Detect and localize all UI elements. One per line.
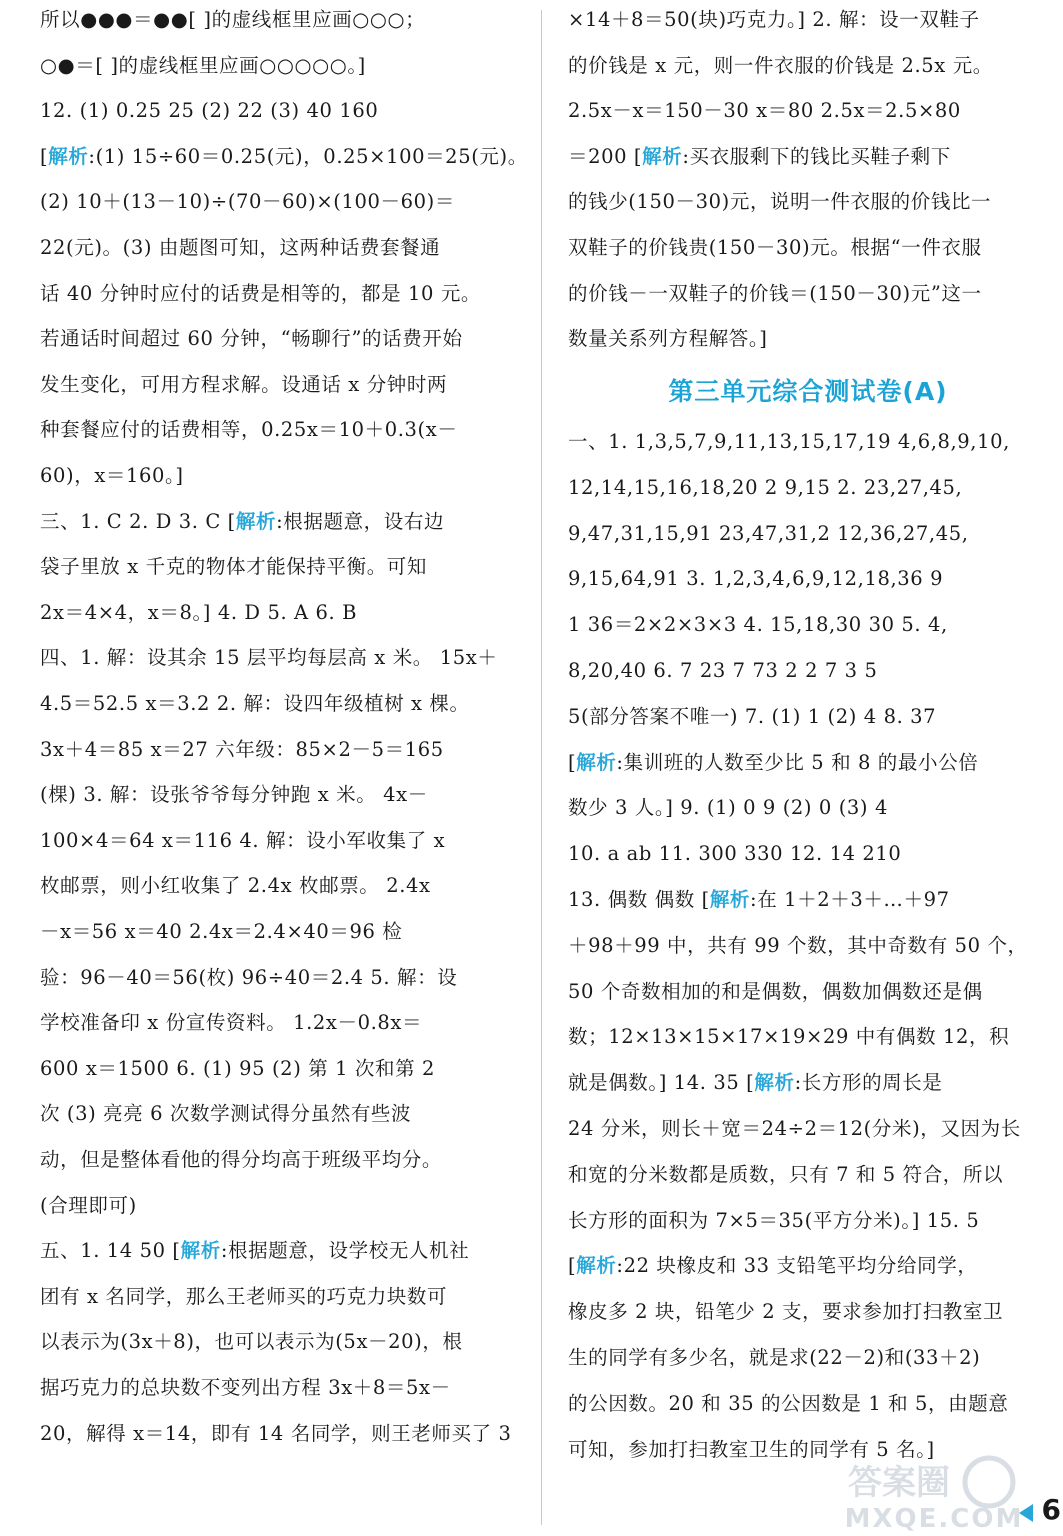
text-segment: 可知，参加打扫教室卫生的同学有 5 名。] <box>568 1437 935 1461</box>
text-segment: :22 块橡皮和 33 支铅笔平均分给同学， <box>616 1254 978 1278</box>
text-line <box>568 473 962 503</box>
text-segment: 12. (1) 0.25 25 (2) 22 (3) 40 160 <box>40 99 379 123</box>
text-segment: :集训班的人数至少比 5 和 8 的最小公倍 <box>616 750 979 774</box>
text-segment: 话 40 分钟时应付的话费是相等的，都是 10 元。 <box>40 281 482 305</box>
text-segment: 一、1. 1,3,5,7,9,11,13,15,17,19 4,6,8,9,10, <box>568 430 1010 453</box>
text-segment: 四、1. 解：设其余 15 层平均每层高 x 米。 15x＋ <box>40 646 498 670</box>
text-segment: 和宽的分米数都是质数，只有 7 和 5 符合，所以 <box>568 1162 1004 1186</box>
text-segment: :(1) 15÷60＝0.25(元)，0.25×100＝25(元)。 <box>88 144 528 168</box>
text-segment: 枚邮票，则小红收集了 2.4x 枚邮票。 2.4x <box>40 874 431 898</box>
analysis-tag: 解析 <box>642 144 683 168</box>
text-segment: ×14＋8＝50(块)巧克力。] 2. 解：设一双鞋子 <box>568 8 980 31</box>
analysis-tag: 解析 <box>235 509 277 533</box>
text-segment: 的公因数。20 和 35 的公因数是 1 和 5，由题意 <box>568 1391 1009 1415</box>
text-line <box>568 51 993 81</box>
text-line <box>568 931 1028 961</box>
text-segment: 数量关系列方程解答。] <box>568 327 768 351</box>
text-line <box>568 839 901 869</box>
text-line <box>40 507 444 537</box>
text-segment: 13. 偶数 偶数 [ <box>568 888 710 911</box>
text-segment: :根据题意，设学校无人机社 <box>220 1239 470 1263</box>
text-segment: 团有 x 名同学，那么王老师买的巧克力块数可 <box>40 1284 448 1308</box>
text-line <box>568 1389 1008 1419</box>
text-segment: 24 分米，则长＋宽＝24÷2＝12(分米)，又因为长 <box>568 1117 1021 1140</box>
text-segment: 次 (3) 亮亮 6 次数学测试得分虽然有些波 <box>40 1102 412 1126</box>
text-line <box>40 1191 137 1221</box>
text-segment: 袋子里放 x 千克的物体才能保持平衡。可知 <box>40 555 427 579</box>
text-line <box>40 963 457 993</box>
text-segment: :长方形的周长是 <box>794 1071 943 1095</box>
text-segment: 3x＋4＝85 x＝27 六年级：85×2－5＝165 <box>40 737 444 761</box>
text-line <box>568 279 982 309</box>
text-segment: ＋98＋99 中，共有 99 个数，其中奇数有 50 个， <box>568 933 1028 957</box>
text-line <box>40 233 440 263</box>
text-line <box>40 871 431 901</box>
text-segment: 1 36＝2×2×3×3 4. 15,18,30 30 5. 4, <box>568 613 948 637</box>
text-segment: －x＝56 x＝40 2.4x＝2.4×40＝96 检 <box>40 920 403 943</box>
text-line <box>568 1022 1009 1052</box>
text-segment: 5(部分答案不唯一) 7. (1) 1 (2) 4 8. 37 <box>568 704 937 728</box>
text-line <box>568 793 888 823</box>
text-segment: (2) 10＋(13－10)÷(70－60)×(100－60)＝ <box>40 190 455 214</box>
text-line <box>40 689 470 719</box>
text-line <box>40 826 445 856</box>
text-line <box>40 643 497 673</box>
text-segment: 22(元)。(3) 由题图可知，这两种话费套餐通 <box>40 236 441 259</box>
text-line <box>568 1297 1003 1327</box>
text-line <box>40 370 447 400</box>
text-segment: 动，但是整体看他的得分均高于班级平均分。 <box>40 1148 443 1171</box>
text-line <box>568 142 951 172</box>
text-segment: 数少 3 人。] 9. (1) 0 9 (2) 0 (3) 4 <box>568 796 888 820</box>
text-segment: 长方形的面积为 7×5＝35(平方分米)。] 15. 5 <box>568 1208 980 1232</box>
text-segment: 4.5＝52.5 x＝3.2 2. 解：设四年级植树 x 棵。 <box>40 692 470 715</box>
text-line <box>40 96 378 126</box>
text-segment: 生的同学有多少名，就是求(22－2)和(33＋2) <box>568 1346 981 1369</box>
text-line <box>568 1251 977 1281</box>
analysis-tag: 解析 <box>180 1239 221 1263</box>
text-line <box>568 1068 942 1098</box>
text-line <box>568 885 950 915</box>
text-segment: [ <box>568 1254 577 1278</box>
text-line <box>568 5 980 35</box>
text-segment: 据巧克力的总块数不变列出方程 3x＋8＝5x－ <box>40 1376 451 1399</box>
text-segment: 就是偶数。] 14. 35 [ <box>568 1071 755 1095</box>
text-line <box>40 5 425 35</box>
text-segment: 若通话时间超过 60 分钟，“畅聊行”的话费开始 <box>40 327 463 351</box>
text-line <box>40 324 463 354</box>
text-line <box>568 1343 980 1373</box>
text-line <box>40 142 528 172</box>
text-segment: 100×4＝64 x＝116 4. 解：设小军收集了 x <box>40 828 446 852</box>
text-segment: 600 x＝1500 6. (1) 95 (2) 第 1 次和第 2 <box>40 1056 436 1080</box>
text-segment: 9,47,31,15,91 23,47,31,2 12,36,27,45, <box>568 521 969 545</box>
text-line <box>568 564 943 594</box>
text-line <box>568 1160 1003 1190</box>
text-line <box>40 552 427 582</box>
text-segment: 橡皮多 2 块，铅笔少 2 支，要求参加打扫教室卫 <box>568 1300 1004 1324</box>
analysis-tag: 解析 <box>576 1254 617 1278</box>
text-segment: 验：96－40＝56(枚) 96÷40＝2.4 5. 解：设 <box>40 965 458 989</box>
text-segment: 所以●●●＝●●[ ]的虚线框里应画○○○； <box>40 8 426 31</box>
analysis-tag: 解析 <box>576 750 617 774</box>
text-segment: ○●＝[ ]的虚线框里应画○○○○○。] <box>40 53 366 77</box>
text-line <box>40 415 457 445</box>
text-line <box>568 427 1010 457</box>
text-line <box>568 519 969 549</box>
text-segment: 8,20,40 6. 7 23 7 73 2 2 7 3 5 <box>568 659 878 682</box>
section-title: 第三单元综合测试卷(A) <box>668 377 948 406</box>
text-segment: 学校准备印 x 份宣传资料。 1.2x－0.8x＝ <box>40 1011 423 1035</box>
watermark-text: MXQE.COM <box>844 1504 1024 1534</box>
text-line <box>568 1206 979 1236</box>
text-segment: 的价钱是 x 元，则一件衣服的价钱是 2.5x 元。 <box>568 53 993 77</box>
text-segment: 种套餐应付的话费相等，0.25x＝10＋0.3(x－ <box>40 418 458 442</box>
text-line <box>40 1008 422 1038</box>
text-line <box>568 656 878 686</box>
text-line <box>40 1236 469 1266</box>
text-segment: 数；12×13×15×17×19×29 中有偶数 12，积 <box>568 1025 1010 1049</box>
text-line <box>40 1373 451 1403</box>
text-segment: 双鞋子的价钱贵(150－30)元。根据“一件衣服 <box>568 236 982 259</box>
text-line <box>40 279 481 309</box>
page-number: 6 <box>1041 1493 1061 1526</box>
watermark-logo <box>839 1454 1029 1536</box>
text-line <box>40 1054 435 1084</box>
text-segment: :在 1＋2＋3＋…＋97 <box>750 888 950 911</box>
text-line <box>40 735 444 765</box>
text-segment: [ <box>568 750 577 774</box>
text-line <box>40 917 402 947</box>
text-line <box>40 598 357 628</box>
text-line <box>40 187 455 217</box>
text-segment: 20，解得 x＝14，即有 14 名同学，则王老师买了 3 <box>40 1421 512 1445</box>
text-segment: 60)，x＝160。] <box>40 464 184 487</box>
text-line <box>40 461 184 491</box>
text-segment: 以表示为(3x＋8)，也可以表示为(5x－20)，根 <box>40 1330 463 1354</box>
text-line <box>40 51 366 81</box>
text-line <box>568 977 983 1007</box>
text-line <box>40 1099 411 1129</box>
text-line <box>568 702 936 732</box>
text-line <box>40 1327 463 1357</box>
analysis-tag: 解析 <box>48 144 89 168</box>
text-segment: 12,14,15,16,18,20 2 9,15 2. 23,27,45, <box>568 475 963 499</box>
text-segment: 的价钱－一双鞋子的价钱＝(150－30)元”这一 <box>568 281 982 305</box>
column-divider <box>541 10 542 1525</box>
text-line <box>40 1419 512 1449</box>
text-line <box>568 187 991 217</box>
text-line <box>40 780 428 810</box>
text-line <box>40 1282 447 1312</box>
analysis-tag: 解析 <box>709 888 751 911</box>
text-segment: [ <box>40 144 49 168</box>
text-line <box>568 96 961 126</box>
text-segment: (棵) 3. 解：设张爷爷每分钟跑 x 米。 4x－ <box>40 783 428 807</box>
text-line <box>568 610 948 640</box>
text-line <box>568 748 978 778</box>
text-segment: 10. a ab 11. 300 330 12. 14 210 <box>568 842 902 866</box>
text-segment: 三、1. C 2. D 3. C [ <box>40 509 236 533</box>
analysis-tag: 解析 <box>754 1071 795 1095</box>
watermark-logo-text: 答案圈 <box>848 1463 950 1503</box>
text-segment: 2.5x－x＝150－30 x＝80 2.5x＝2.5×80 <box>568 99 961 123</box>
text-segment: (合理即可) <box>40 1193 137 1217</box>
text-segment: :买衣服剩下的钱比买鞋子剩下 <box>682 144 951 168</box>
text-line <box>40 1145 442 1175</box>
text-segment: 发生变化，可用方程求解。设通话 x 分钟时两 <box>40 372 448 396</box>
text-segment: 9,15,64,91 3. 1,2,3,4,6,9,12,18,36 9 <box>568 567 944 591</box>
text-segment: 五、1. 14 50 [ <box>40 1239 181 1263</box>
text-line <box>568 1114 1021 1144</box>
text-segment: 的钱少(150－30)元，说明一件衣服的价钱比一 <box>568 190 992 214</box>
text-segment: 2x＝4×4，x＝8。] 4. D 5. A 6. B <box>40 600 358 624</box>
watermark-logo-icon <box>839 1454 1029 1510</box>
text-segment: :根据题意，设右边 <box>276 509 445 533</box>
text-line <box>568 233 982 263</box>
text-line <box>568 324 767 354</box>
text-segment: ＝200 [ <box>568 144 643 168</box>
text-segment: 50 个奇数相加的和是偶数，偶数加偶数还是偶 <box>568 979 983 1003</box>
